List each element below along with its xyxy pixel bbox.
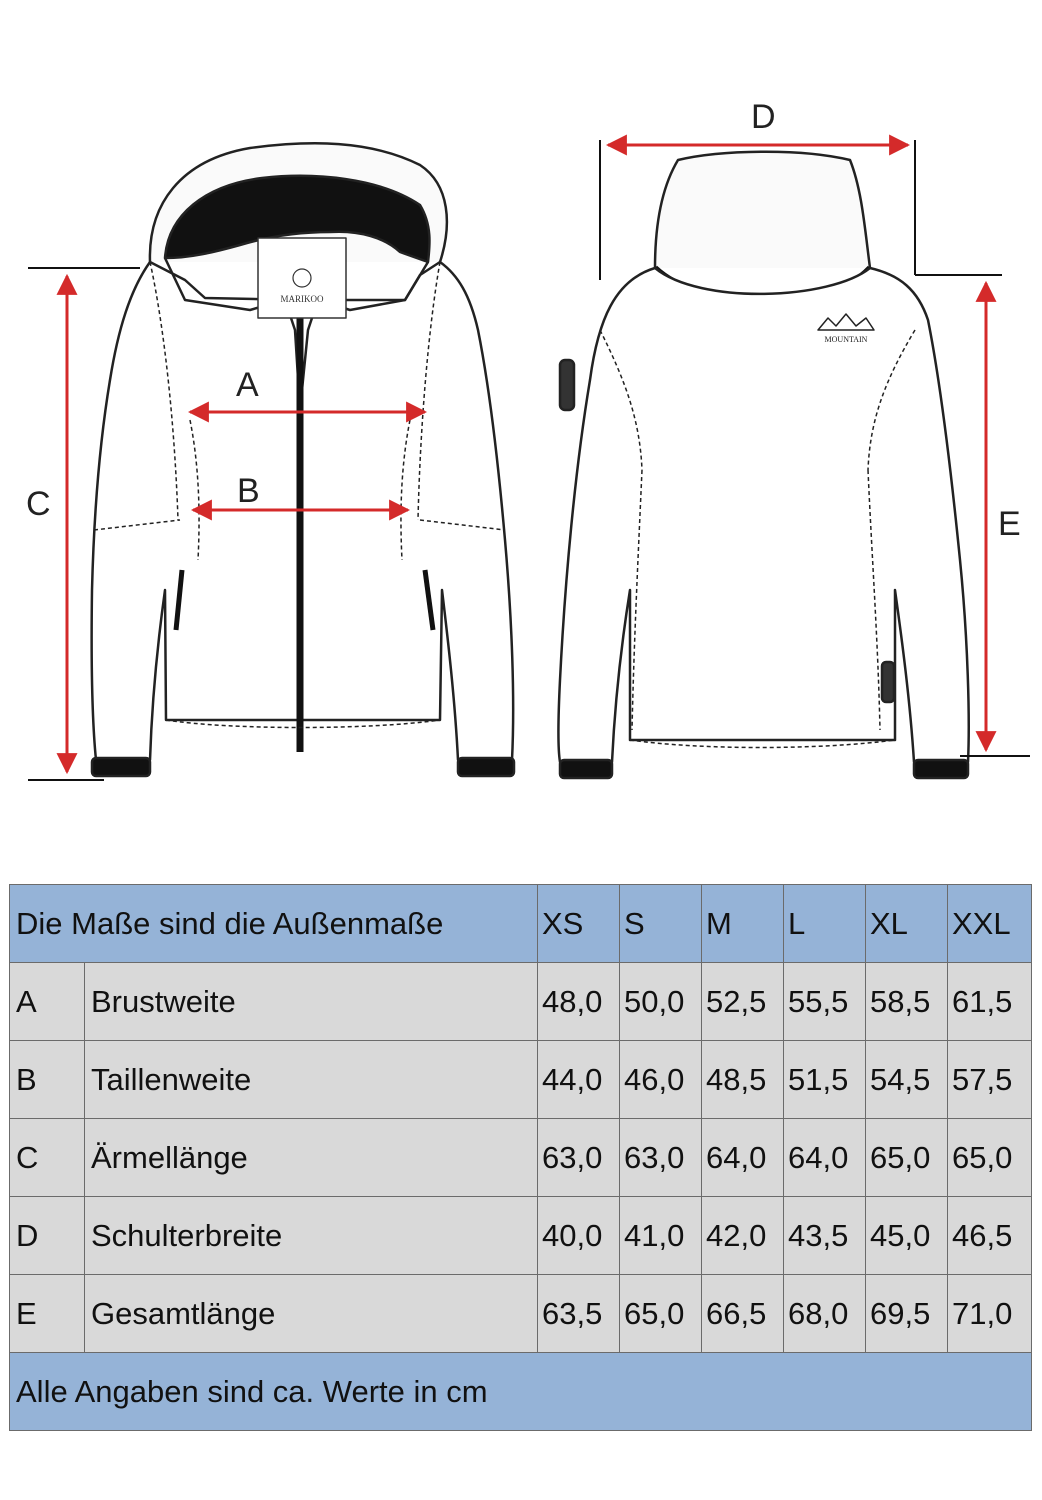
row-value: 43,5 <box>784 1197 866 1275</box>
row-value: 48,5 <box>702 1041 784 1119</box>
row-value: 64,0 <box>702 1119 784 1197</box>
row-value: 63,0 <box>538 1119 620 1197</box>
row-value: 55,5 <box>784 963 866 1041</box>
row-letter: B <box>10 1041 85 1119</box>
row-value: 71,0 <box>948 1275 1032 1353</box>
row-value: 68,0 <box>784 1275 866 1353</box>
table-row <box>10 1041 1032 1119</box>
row-value: 66,5 <box>702 1275 784 1353</box>
row-value: 64,0 <box>784 1119 866 1197</box>
row-letter: D <box>10 1197 85 1275</box>
size-header-s: S <box>620 885 702 963</box>
front-brand-logo: MARIKOO <box>280 294 324 304</box>
row-value: 45,0 <box>866 1197 948 1275</box>
size-header-l: L <box>784 885 866 963</box>
row-value: 65,0 <box>620 1275 702 1353</box>
row-value: 57,5 <box>948 1041 1032 1119</box>
row-value: 63,5 <box>538 1275 620 1353</box>
back-brand-logo: MOUNTAIN <box>824 335 868 344</box>
label-c: C <box>26 485 51 523</box>
size-table <box>9 884 1032 1431</box>
row-letter: C <box>10 1119 85 1197</box>
row-value: 58,5 <box>866 963 948 1041</box>
size-header-xs: XS <box>538 885 620 963</box>
table-header-title: Die Maße sind die Außenmaße <box>10 885 538 963</box>
table-row <box>10 1197 1032 1275</box>
row-value: 44,0 <box>538 1041 620 1119</box>
row-value: 42,0 <box>702 1197 784 1275</box>
back-jacket-illustration <box>559 152 969 778</box>
table-row <box>10 1275 1032 1353</box>
row-letter: E <box>10 1275 85 1353</box>
row-value: 61,5 <box>948 963 1032 1041</box>
row-value: 65,0 <box>948 1119 1032 1197</box>
row-letter: A <box>10 963 85 1041</box>
row-label: Schulterbreite <box>85 1197 538 1275</box>
row-value: 50,0 <box>620 963 702 1041</box>
front-jacket-illustration <box>92 143 514 776</box>
row-value: 51,5 <box>784 1041 866 1119</box>
row-value: 52,5 <box>702 963 784 1041</box>
row-value: 63,0 <box>620 1119 702 1197</box>
row-value: 65,0 <box>866 1119 948 1197</box>
table-footer-note: Alle Angaben sind ca. Werte in cm <box>10 1353 1032 1431</box>
row-value: 69,5 <box>866 1275 948 1353</box>
table-header-row <box>10 885 1032 963</box>
row-label: Brustweite <box>85 963 538 1041</box>
size-header-m: M <box>702 885 784 963</box>
row-label: Ärmellänge <box>85 1119 538 1197</box>
table-row <box>10 1119 1032 1197</box>
row-value: 46,0 <box>620 1041 702 1119</box>
table-footer-row <box>10 1353 1032 1431</box>
row-value: 54,5 <box>866 1041 948 1119</box>
row-value: 40,0 <box>538 1197 620 1275</box>
label-b: B <box>237 472 260 510</box>
row-value: 48,0 <box>538 963 620 1041</box>
size-header-xxl: XXL <box>948 885 1032 963</box>
row-label: Gesamtlänge <box>85 1275 538 1353</box>
table-row <box>10 963 1032 1041</box>
label-a: A <box>236 366 259 404</box>
row-label: Taillenweite <box>85 1041 538 1119</box>
label-d: D <box>751 98 776 136</box>
row-value: 41,0 <box>620 1197 702 1275</box>
size-header-xl: XL <box>866 885 948 963</box>
row-value: 46,5 <box>948 1197 1032 1275</box>
label-e: E <box>998 505 1021 543</box>
